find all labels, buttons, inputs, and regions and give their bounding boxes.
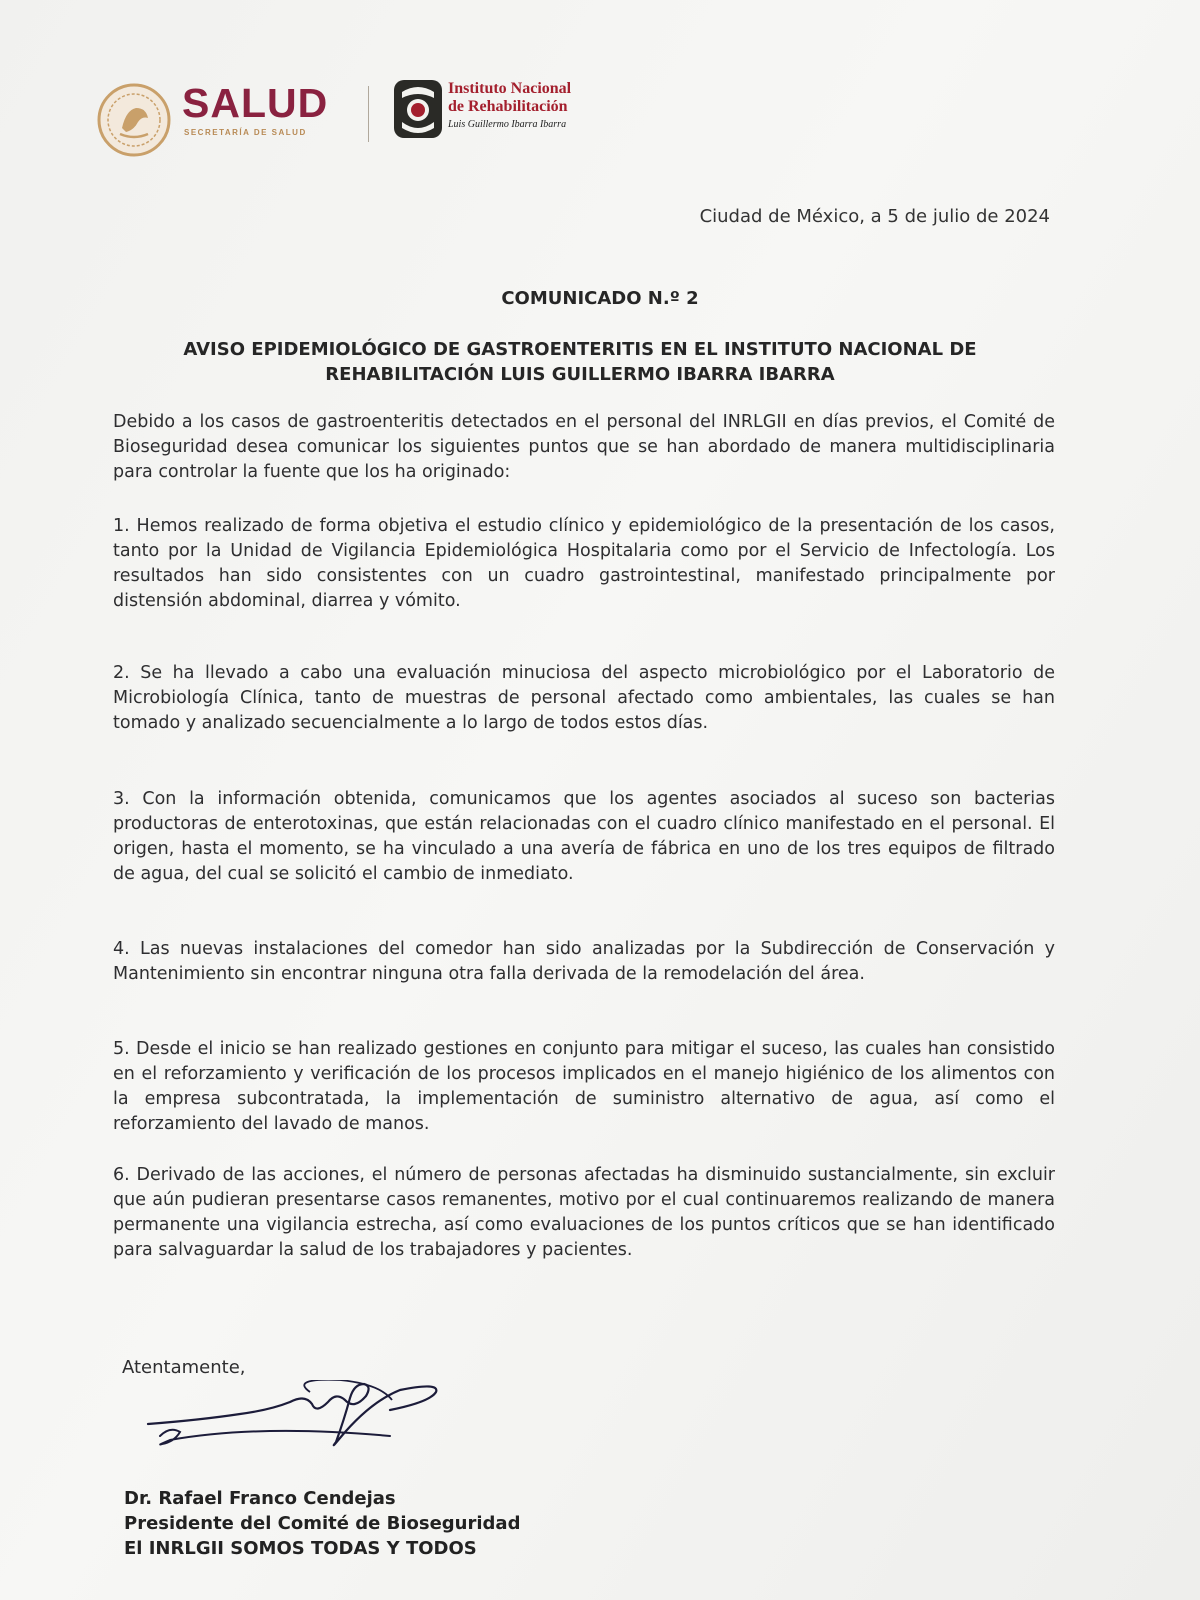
- letter-date: Ciudad de México, a 5 de julio de 2024: [699, 206, 1050, 227]
- institute-name-line1: Instituto Nacional: [448, 80, 572, 97]
- inr-logo: [392, 78, 444, 140]
- closing-salutation: Atentamente,: [122, 1357, 246, 1378]
- signature-block: [124, 1486, 520, 1561]
- document-title: COMUNICADO N.º 2: [501, 288, 699, 309]
- point-2-paragraph: 2. Se ha llevado a cabo una evaluación minuciosa del aspecto microbiológico por el Laboratorio de Microbiología Clínica, tanto de muestras de personal afectado como ambientales, las cuales se han tomado y analizado secuencialmente a lo largo de todos estos días.: [113, 663, 1055, 733]
- mexico-seal-logo: [96, 82, 172, 158]
- point-4-paragraph: 4. Las nuevas instalaciones del comedor han sido analizadas por la Subdirección de Conservación y Mantenimiento sin encontrar ninguna otra falla derivada de la remodelación del área.: [113, 939, 1055, 984]
- point-5-paragraph: 5. Desde el inicio se han realizado gestiones en conjunto para mitigar el suceso, las cuales han consistido en el reforzamiento y verificación de los procesos implicados en el manejo higiénico de los alimentos con la empresa subcontratada, la implementación de suministro alternativo de agua, así como el reforzamiento del lavado de manos.: [113, 1039, 1055, 1134]
- salud-subtitle: SECRETARÍA DE SALUD: [184, 128, 307, 137]
- subject-line-1: AVISO EPIDEMIOLÓGICO DE GASTROENTERITIS EN EL INSTITUTO NACIONAL DE: [183, 339, 977, 360]
- document-subject: [130, 337, 1030, 387]
- signer-name: Dr. Rafael Franco Cendejas: [124, 1488, 396, 1509]
- handwritten-signature: [140, 1380, 460, 1480]
- signer-role: Presidente del Comité de Bioseguridad: [124, 1513, 521, 1534]
- salud-title: SALUD: [182, 80, 329, 126]
- institute-name-line3: Luis Guillermo Ibarra Ibarra: [448, 119, 567, 130]
- letterhead: [96, 78, 656, 158]
- intro-paragraph: Debido a los casos de gastroenteritis detectados en el personal del INRLGII en días previos, el Comité de Bioseguridad desea comunicar los siguientes puntos que se han abordado de manera multidisciplinaria para controlar la fuente que los ha originado:: [113, 412, 1055, 482]
- subject-line-2: REHABILITACIÓN LUIS GUILLERMO IBARRA IBARRA: [325, 364, 835, 385]
- institute-name-line2: de Rehabilitación: [448, 98, 568, 115]
- point-3-paragraph: 3. Con la información obtenida, comunicamos que los agentes asociados al suceso son bacterias productoras de enterotoxinas, que están relacionadas con el cuadro clínico manifestado en el personal. El origen, hasta el momento, se ha vinculado a una avería de fábrica en uno de los tres equipos de filtrado de agua, del cual se solicitó el cambio de inmediato.: [113, 789, 1055, 884]
- logo-divider: [368, 86, 369, 142]
- point-1-paragraph: 1. Hemos realizado de forma objetiva el estudio clínico y epidemiológico de la presentación de los casos, tanto por la Unidad de Vigilancia Epidemiológica Hospitalaria como por el Servicio de Infectología. Los resultados han sido consistentes con un cuadro gastrointestinal, manifestado principalmente por distensión abdominal, diarrea y vómito.: [113, 516, 1055, 611]
- point-6-paragraph: 6. Derivado de las acciones, el número de personas afectadas ha disminuido sustancialmente, sin excluir que aún pudieran presentarse casos remanentes, motivo por el cual continuaremos realizando de manera permanente una vigilancia estrecha, así como evaluaciones de los puntos críticos que se han identificado para salvaguardar la salud de los trabajadores y pacientes.: [113, 1165, 1055, 1260]
- signer-motto: El INRLGII SOMOS TODAS Y TODOS: [124, 1538, 477, 1559]
